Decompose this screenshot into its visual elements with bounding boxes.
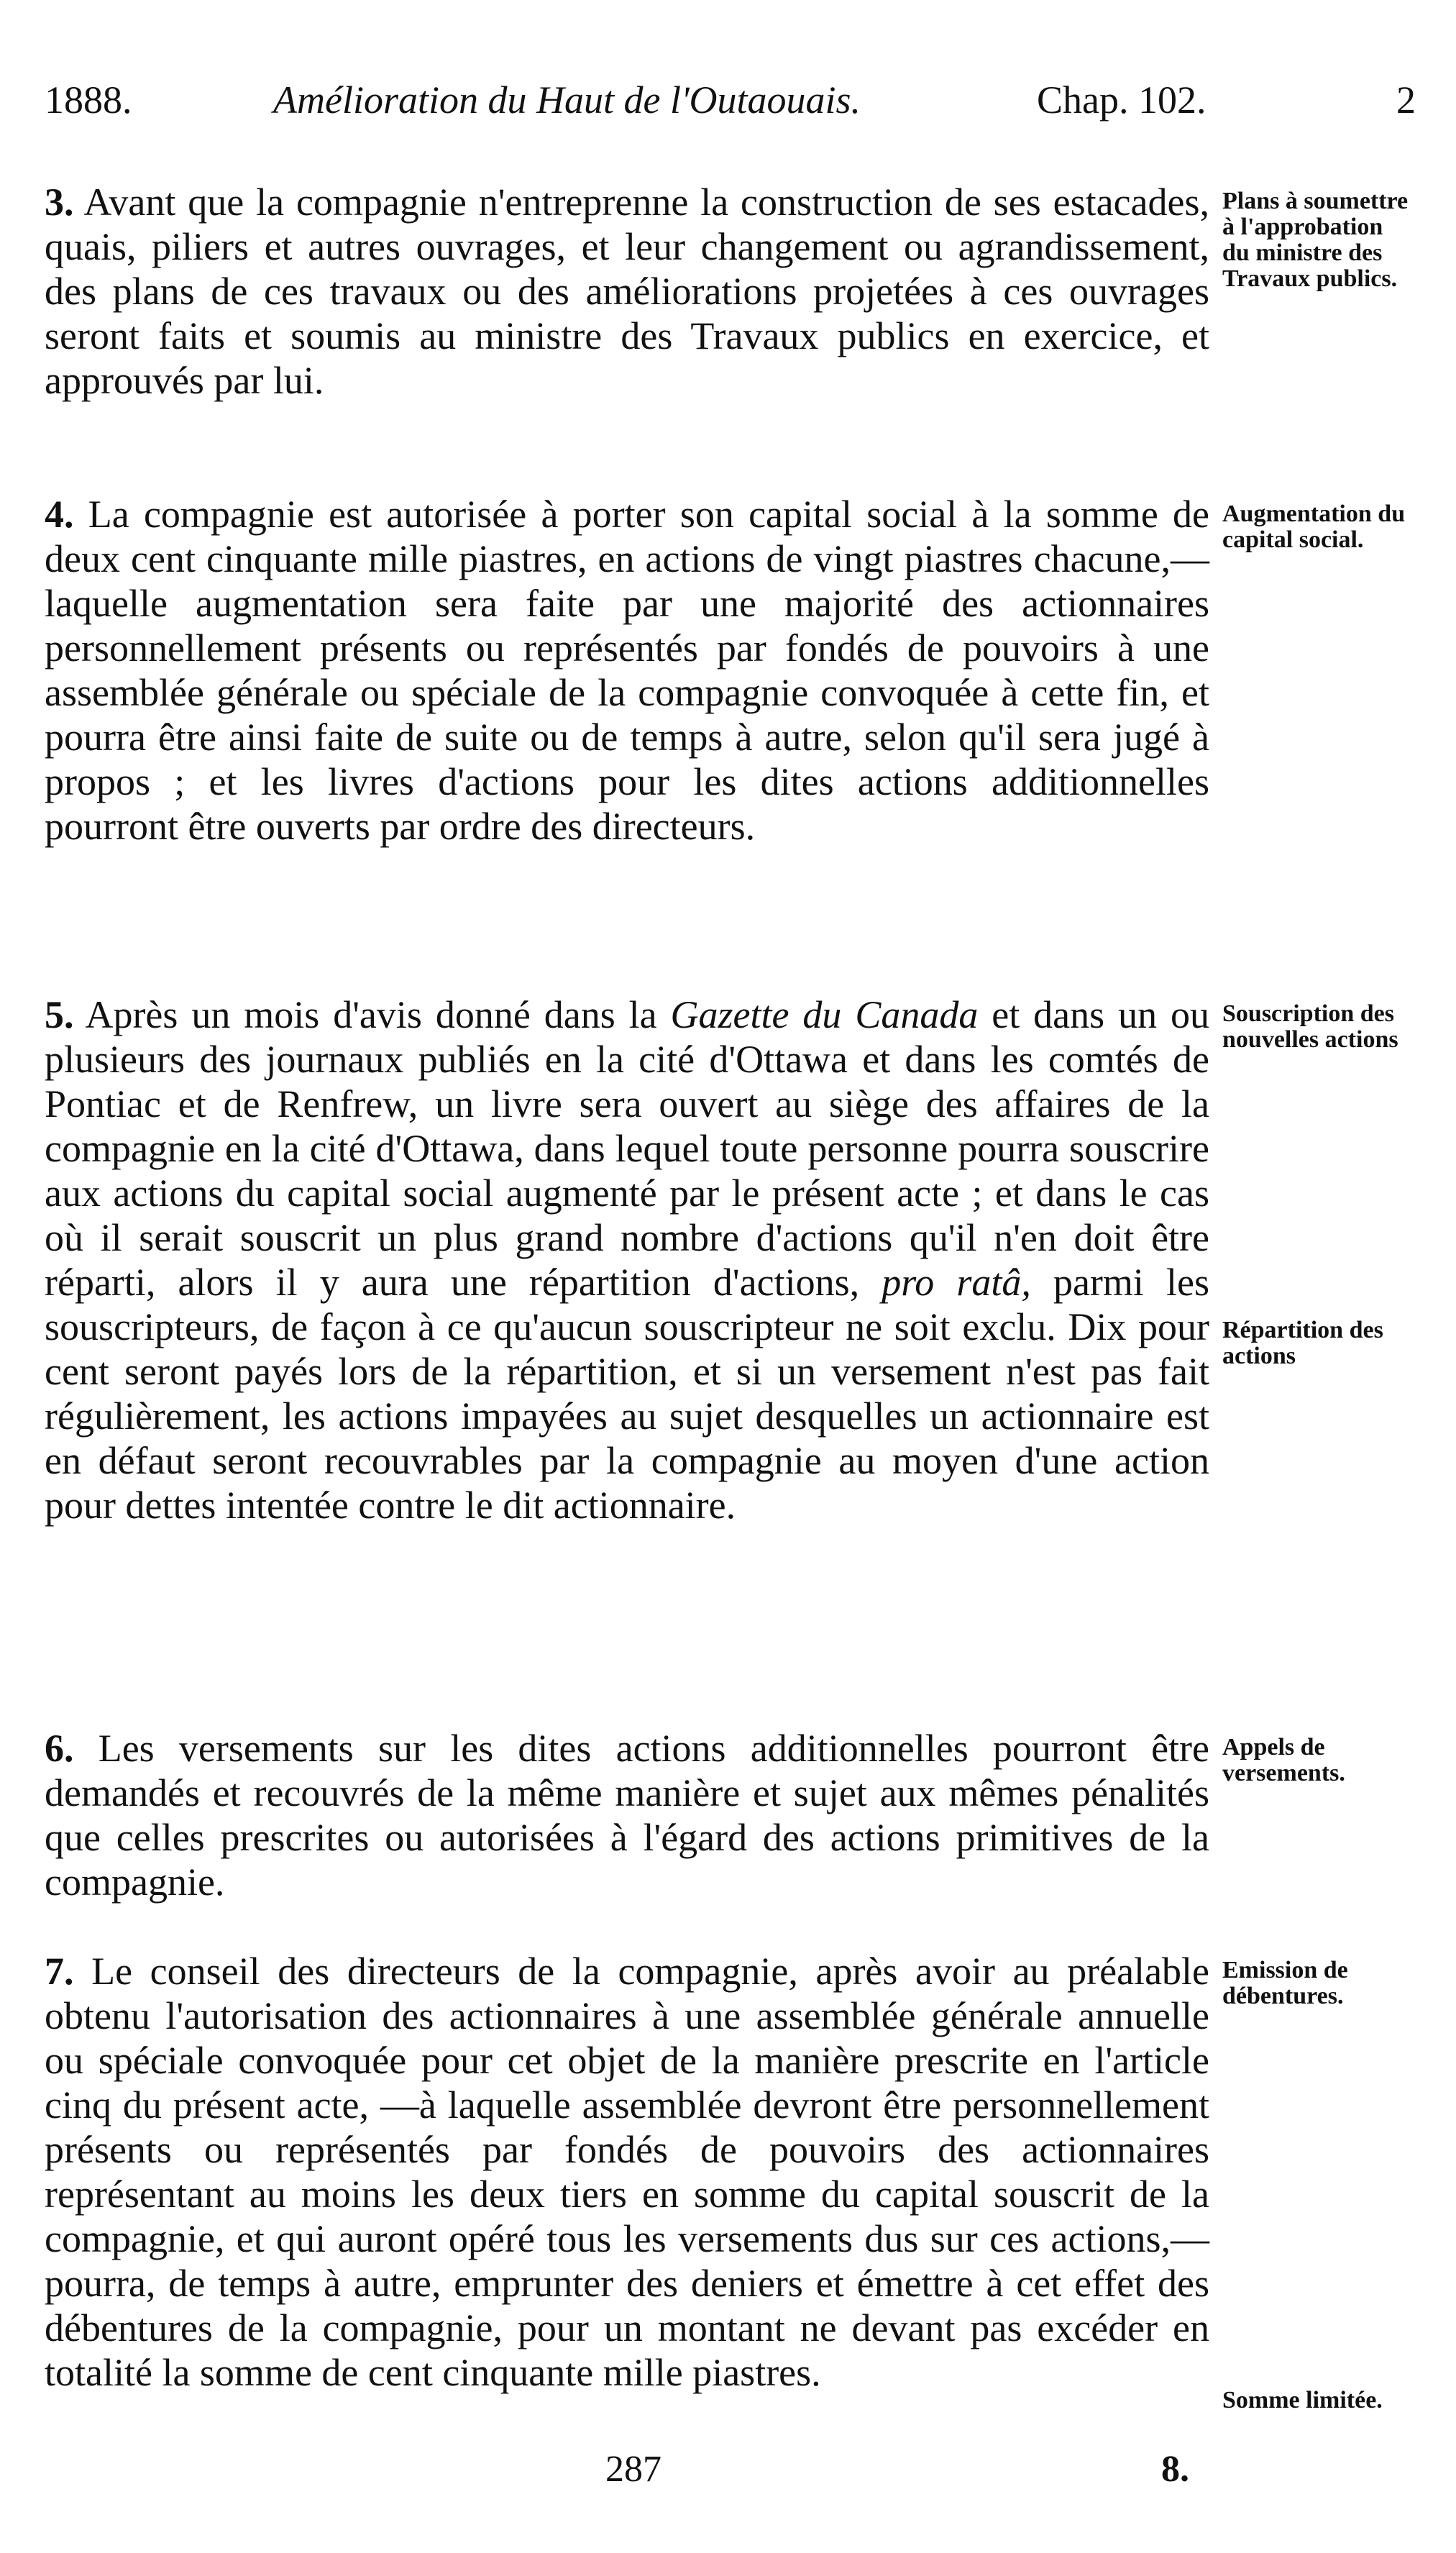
- section-number: 4.: [45, 493, 74, 536]
- section-text-before: Après un mois d'avis donné dans la: [85, 993, 671, 1036]
- margin-note-repartition: Répartition des actions: [1222, 1317, 1383, 1369]
- section-3: [45, 180, 1209, 403]
- section-text-italic-prorata: pro ratâ,: [882, 1261, 1031, 1304]
- section-text-after: parmi les souscripteurs, de façon à ce qu'aucun souscripteur ne soit exclu. Dix pour cent seront payés lors de la répartition, et si un versement n'est pas fait régulièrement, les actions impayées au sujet desquelles un actionnaire est en défaut seront recouvrables par la compagnie au moyen d'une action pour dettes intentée contre le dit actionnaire.: [45, 1261, 1209, 1527]
- section-text-middle: et dans un ou plusieurs des journaux publiés en la cité d'Ottawa et dans les comtés de Pontiac et de Renfrew, un livre sera ouvert au siège des affaires de la compagnie en la cité d'Ottawa, dans lequel toute personne pourra souscrire aux actions du capital social augmenté par le présent acte ; et dans le cas où il serait souscrit un plus grand nombre d'actions qu'il n'en doit être réparti, alors il y aura une répartition d'actions,: [45, 993, 1209, 1304]
- section-text: Le conseil des directeurs de la compagnie, après avoir au préalable obtenu l'autorisation des actionnaires à une assemblée générale annuelle ou spéciale convoquée pour cet objet de la manière prescrite en l'article cinq du présent acte, —à laquelle assemblée devront être personnellement présents ou représentés par fondés de pouvoirs des actionnaires représentant au moins les deux tiers en somme du capital souscrit de la compagnie, et qui auront opéré tous les versements dus sur ces actions,—pourra, de temps à autre, emprunter des deniers et émettre à cet effet des débentures de la compagnie, pour un montant ne devant pas excéder en totalité la somme de cent cinquante mille piastres.: [45, 1950, 1210, 2394]
- header-year: 1888.: [45, 78, 132, 122]
- section-text-italic-gazette: Gazette du Canada: [670, 993, 979, 1036]
- section-number: 3.: [45, 181, 74, 224]
- margin-note-emission: Emission de débentures.: [1222, 1957, 1348, 2009]
- section-4: [45, 492, 1209, 849]
- margin-note-appels: Appels de versements.: [1222, 1734, 1345, 1786]
- section-5: [45, 992, 1209, 1527]
- page-header: [45, 78, 1416, 135]
- margin-note-souscription: Souscription des nouvelles actions: [1222, 1000, 1398, 1053]
- header-title: Amélioration du Haut de l'Outaouais.: [273, 78, 861, 122]
- margin-note-plans: Plans à soumettre à l'approbation du ministre des Travaux publics.: [1222, 188, 1409, 292]
- section-number: 6.: [45, 1727, 74, 1770]
- section-text: Les versements sur les dites actions additionnelles pourront être demandés et recouvrés de la même manière et sujet aux mêmes pénalités que celles prescrites ou autorisées à l'égard des actions primitives de la compagnie.: [45, 1727, 1210, 1904]
- section-number: 5.: [45, 993, 74, 1036]
- section-text: Avant que la compagnie n'entreprenne la construction de ses estacades, quais, piliers et autres ouvrages, et leur changement ou agrandissement, des plans de ces travaux ou des améliorations projetées à ces ouvrages seront faits et soumis au ministre des Travaux publics en exercice, et approuvés par lui.: [45, 181, 1209, 402]
- section-6: [45, 1726, 1209, 1904]
- margin-note-somme: Somme limitée.: [1222, 2387, 1383, 2413]
- section-number: 7.: [45, 1950, 74, 1993]
- header-number: 2: [1396, 78, 1416, 122]
- margin-note-capital: Augmentation du capital social.: [1222, 501, 1406, 553]
- section-7: [45, 1949, 1209, 2395]
- next-section-marker: 8.: [1161, 2449, 1189, 2490]
- section-text: La compagnie est autorisée à porter son capital social à la somme de deux cent cinquante mille piastres, en actions de vingt piastres chacune,—laquelle augmentation sera faite par une majorité des actionnaires personnellement présents ou représentés par fondés de pouvoirs à une assemblée générale ou spéciale de la compagnie convoquée à cette fin, et pourra être ainsi faite de suite ou de temps à autre, selon qu'il sera jugé à propos ; et les livres d'actions pour les dites actions additionnelles pourront être ouverts par ordre des directeurs.: [45, 493, 1210, 848]
- page-number: 287: [605, 2449, 661, 2490]
- header-chapter: Chap. 102.: [1037, 78, 1207, 122]
